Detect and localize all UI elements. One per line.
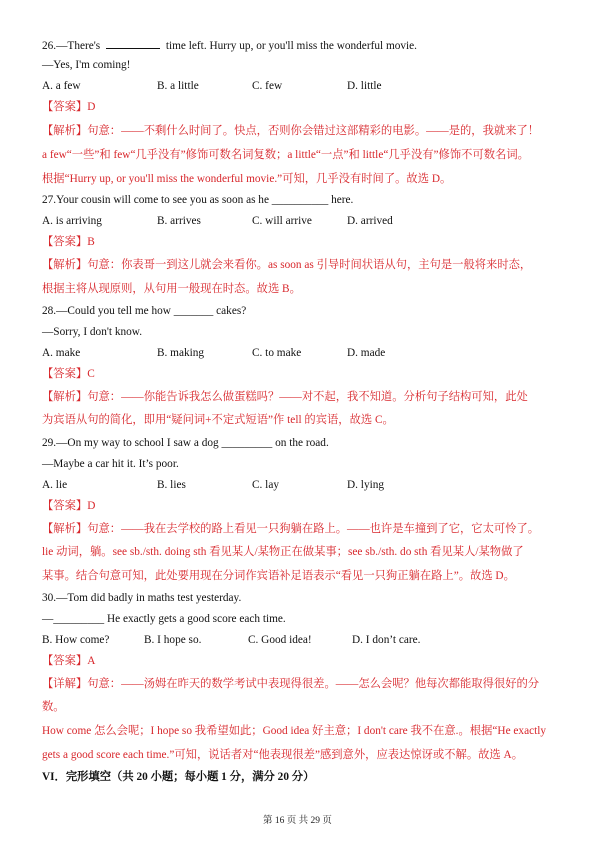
- answer-value: B: [87, 236, 95, 248]
- question-30-answer: [42, 654, 557, 668]
- question-30-reply: —_________ He exactly gets a good score each time.: [42, 613, 286, 625]
- option-b: B. lies: [157, 479, 186, 491]
- answer-tag: 【答案】: [42, 101, 88, 113]
- answer-blank: [106, 38, 160, 49]
- option-d: D. made: [347, 347, 386, 359]
- question-27-explanation-2: 根据主将从现原则，从句用一般现在时态。故选 B。: [42, 283, 301, 295]
- option-c: C. Good idea!: [248, 634, 312, 646]
- question-26-explanation-1: 【解析】句意：——不剩什么时间了。快点，否则你会错过这部精彩的电影。——是的，我就来了！: [42, 125, 540, 137]
- option-b: B. I hope so.: [144, 634, 202, 646]
- option-c: C. to make: [252, 347, 302, 359]
- question-27-options: [42, 214, 557, 228]
- question-28-reply: —Sorry, I don't know.: [42, 326, 143, 338]
- option-a: A. make: [42, 347, 81, 359]
- question-26-explanation-3: 根据“Hurry up, or you'll miss the wonderful movie.”可知，几乎没有时间了。故选 D。: [42, 173, 452, 185]
- question-30-explanation-2: How come 怎么会呢；I hope so 我希望如此；Good idea 好主意；I don't care 我不在意.。根据“He exactly: [42, 725, 547, 737]
- question-30-explanation-1b: 数。: [42, 701, 65, 713]
- question-30-stem: 30.—Tom did badly in maths test yesterday.: [42, 592, 242, 604]
- answer-value: D: [87, 500, 96, 512]
- question-26-options: [42, 79, 557, 93]
- question-30-options: [42, 633, 557, 647]
- question-27-answer: [42, 235, 557, 249]
- question-30-explanation-1: 【详解】句意：——汤姆在昨天的数学考试中表现得很差。——怎么会呢？他每次都能取得很好的分: [42, 678, 540, 690]
- option-d: D. lying: [347, 479, 385, 491]
- answer-tag: 【答案】: [42, 236, 88, 248]
- question-26-explanation-2: a few“一些”和 few“几乎没有”修饰可数名词复数；a little“一点”和 little“几乎没有”修饰不可数名词。: [42, 149, 529, 161]
- question-29-reply: —Maybe a car hit it. It’s poor.: [42, 458, 179, 470]
- explanation-tag: 【详解】: [42, 678, 88, 690]
- question-26-reply: —Yes, I'm coming!: [42, 59, 131, 71]
- question-28-explanation-1: 【解析】句意：——你能告诉我怎么做蛋糕吗？——对不起，我不知道。分析句子结构可知，此处: [42, 391, 528, 403]
- option-d: D. arrived: [347, 215, 393, 227]
- question-28-explanation-2: 为宾语从句的简化，即用“疑问词+不定式短语”作 tell 的宾语，故选 C。: [42, 414, 394, 426]
- explanation-tag: 【解析】: [42, 125, 88, 137]
- answer-value: C: [87, 368, 95, 380]
- section-heading: VI．完形填空（共 20 小题；每小题 1 分，满分 20 分）: [42, 771, 315, 783]
- option-c: C. few: [252, 80, 283, 92]
- question-28-options: [42, 346, 557, 360]
- question-28-stem: 28.—Could you tell me how _______ cakes?: [42, 305, 247, 317]
- question-30-explanation-3: gets a good score each time.”可知，说话者对“他表现很差”感到意外，应表达惊讶或不解。故选 A。: [42, 749, 523, 761]
- question-28-answer: [42, 367, 557, 381]
- option-c: C. will arrive: [252, 215, 312, 227]
- option-d: D. little: [347, 80, 382, 92]
- question-29-explanation-1: 【解析】句意：——我在去学校的路上看见一只狗躺在路上。——也许是车撞到了它，它太可怜了。: [42, 523, 540, 535]
- question-29-stem: 29.—On my way to school I saw a dog _________ on the road.: [42, 437, 329, 449]
- answer-tag: 【答案】: [42, 368, 88, 380]
- question-29-explanation-3: 某事。结合句意可知，此处要用现在分词作宾语补足语表示“看见一只狗正躺在路上”。故选 D。: [42, 570, 515, 582]
- question-29-answer: [42, 499, 557, 513]
- answer-tag: 【答案】: [42, 655, 88, 667]
- question-27-stem: 27.Your cousin will come to see you as soon as he __________ here.: [42, 194, 354, 206]
- option-b: B. making: [157, 347, 205, 359]
- option-c: C. lay: [252, 479, 279, 491]
- question-26-stem: 26.—There's time left. Hurry up, or you'll miss the wonderful movie.: [42, 40, 418, 52]
- option-a: A. a few: [42, 80, 81, 92]
- explanation-tag: 【解析】: [42, 523, 88, 535]
- option-a: A. lie: [42, 479, 68, 491]
- question-29-explanation-2: lie 动词，躺。see sb./sth. doing sth 看见某人/某物正在做某事；see sb./sth. do sth 看见某人/某物做了: [42, 546, 524, 558]
- explanation-tag: 【解析】: [42, 391, 88, 403]
- option-a: B. How come?: [42, 634, 110, 646]
- explanation-tag: 【解析】: [42, 259, 88, 271]
- answer-value: A: [87, 655, 96, 667]
- option-d: D. I don’t care.: [352, 634, 421, 646]
- question-26-answer: [42, 100, 557, 114]
- answer-value: D: [87, 101, 96, 113]
- question-27-explanation-1: 【解析】句意：你表哥一到这儿就会来看你。as soon as 引导时间状语从句，主句是一般将来时态，: [42, 259, 532, 271]
- question-29-options: [42, 478, 557, 492]
- option-a: A. is arriving: [42, 215, 102, 227]
- option-b: B. a little: [157, 80, 199, 92]
- page-footer: 第 16 页 共 29 页: [263, 816, 332, 826]
- answer-tag: 【答案】: [42, 500, 88, 512]
- option-b: B. arrives: [157, 215, 201, 227]
